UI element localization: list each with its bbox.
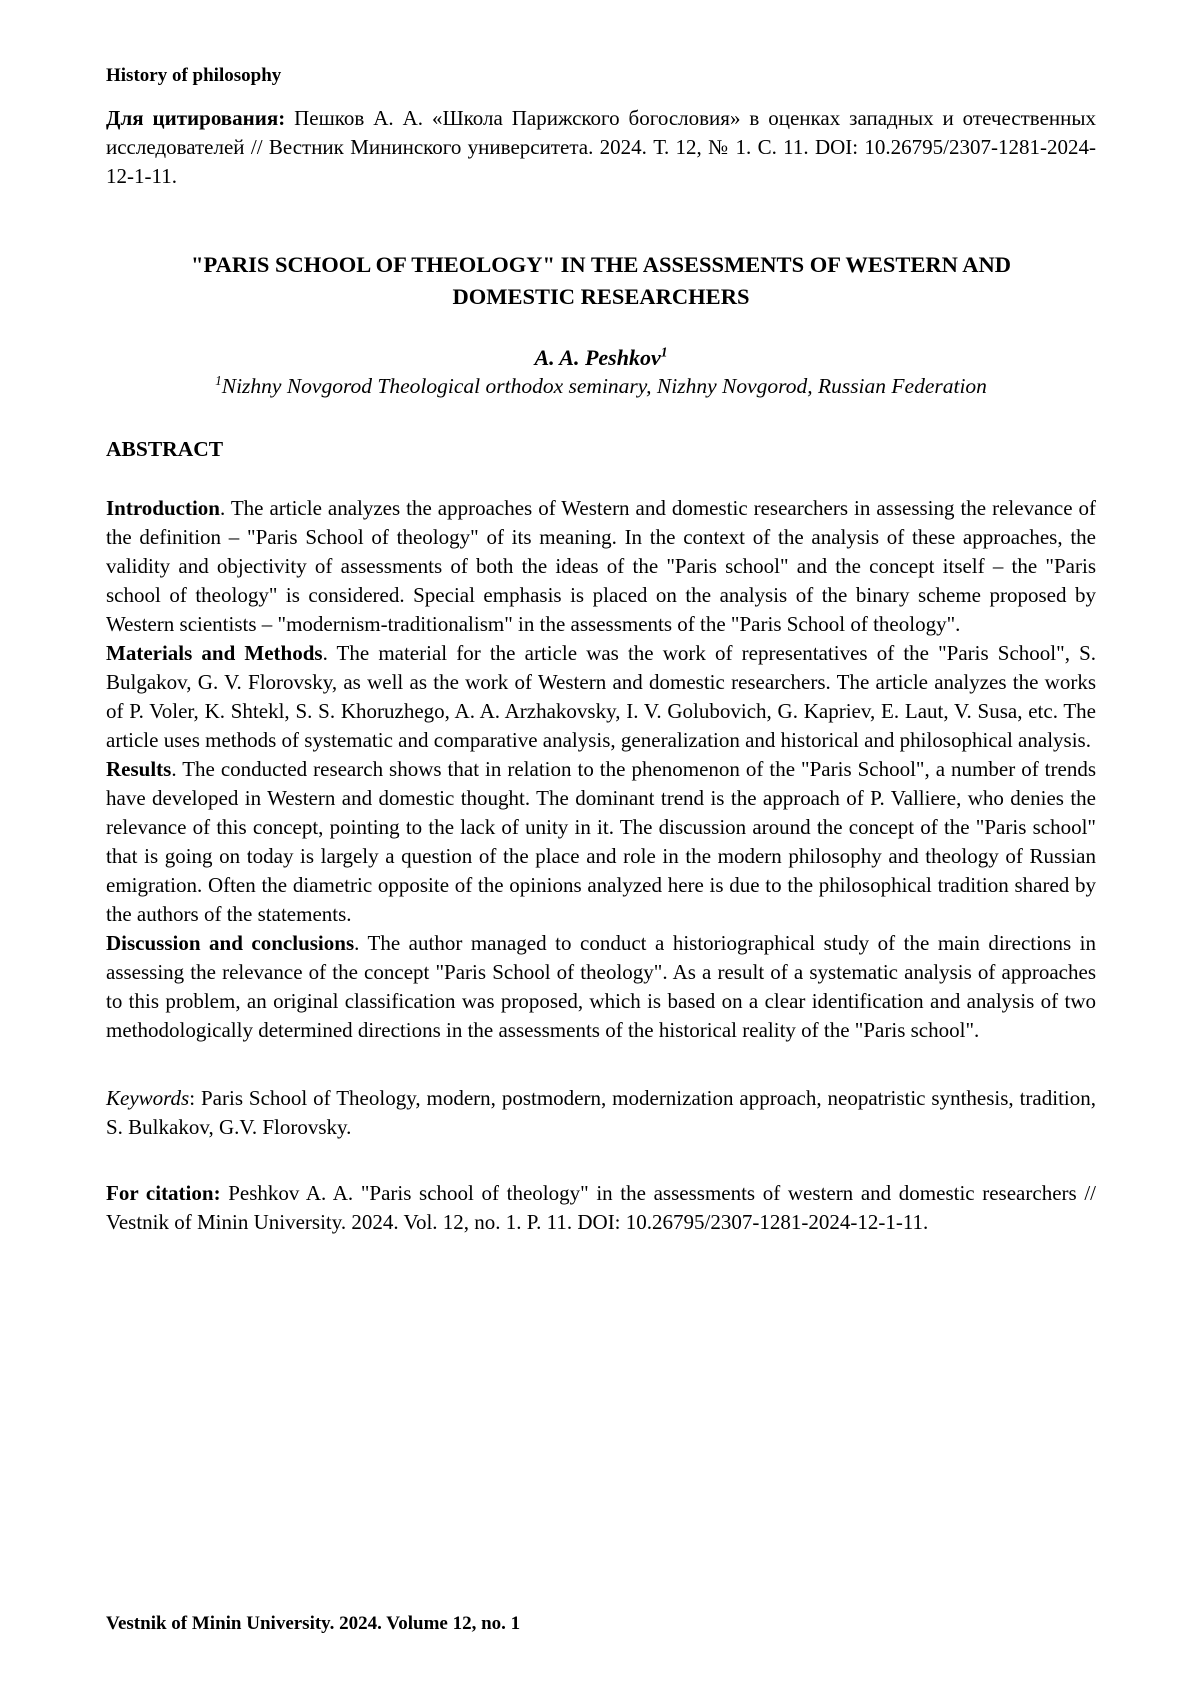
abstract-introduction-body: . The article analyzes the approaches of Western and domestic researchers in assessing the relevance of the definition – "Paris School of theology" of its meaning. In the context of the analysis of these approaches, the validity and objectivity of assessments of both the ideas of the "Paris school" and the concept itself – the "Paris school of theology" is considered. Special emphasis is placed on the analysis of the binary scheme proposed by Western scientists – "modernism-traditionalism" in the assessments of the "Paris School of theology".: [106, 496, 1096, 636]
abstract-results-body: . The conducted research shows that in relation to the phenomenon of the "Paris School", a number of trends have developed in Western and domestic thought. The dominant trend is the approach of P. Valliere, who denies the relevance of this concept, pointing to the lack of unity in it. The discussion around the concept of the "Paris school" that is going on today is largely a question of the place and role in the modern philosophy and theology of Russian emigration. Often the diametric opposite of the opinions analyzed here is due to the philosophical tradition shared by the authors of the statements.: [106, 757, 1096, 926]
abstract-results-lead: Results: [106, 757, 172, 781]
abstract-materials-body: . The material for the article was the work of representatives of the "Paris School", S. Bulgakov, G. V. Florovsky, as well as the work of Western and domestic researchers. The article analyzes the works of P. Voler, K. Shtekl, S. S. Khoruzhego, A. A. Arzhakovsky, I. V. Golubovich, G. Kapriev, E. Laut, V. Susa, etc. The article uses methods of systematic and comparative analysis, generalization and historical and philosophical analysis.: [106, 641, 1096, 752]
for-citation-body: Peshkov A. A. "Paris school of theology" in the assessments of western and domestic researchers // Vestnik of Minin University. 2024. Vol. 12, no. 1. P. 11. DOI: 10.26795/2307-1281-2024-12-1-11.: [106, 1181, 1096, 1234]
for-citation-lead: For citation:: [106, 1181, 221, 1205]
abstract-introduction-lead: Introduction: [106, 496, 220, 520]
for-citation-paragraph: [106, 1179, 1096, 1237]
keywords-body: : Paris School of Theology, modern, postmodern, modernization approach, neopatristic synthesis, tradition, S. Bulkakov, G.V. Florovsky.: [106, 1086, 1096, 1139]
citation-ru-paragraph: [106, 104, 1096, 191]
author-name: A. A. Peshkov: [534, 345, 661, 370]
abstract-discussion-paragraph: [106, 929, 1096, 1045]
affiliation-text: Nizhny Novgorod Theological orthodox seminary, Nizhny Novgorod, Russian Federation: [221, 374, 987, 398]
abstract-discussion-lead: Discussion and conclusions: [106, 931, 355, 955]
document-page: [106, 64, 1096, 1237]
abstract-materials-lead: Materials and Methods: [106, 641, 323, 665]
affiliation-superscript: 1: [215, 372, 222, 388]
keywords-paragraph: [106, 1084, 1096, 1142]
abstract-heading: ABSTRACT: [106, 437, 224, 461]
abstract-introduction-paragraph: [106, 494, 1096, 639]
affiliation-line: [106, 372, 1096, 401]
section-label: History of philosophy: [106, 65, 282, 86]
abstract-materials-paragraph: [106, 639, 1096, 755]
author-line: [106, 343, 1096, 372]
author-superscript: 1: [660, 344, 668, 360]
article-title: "PARIS SCHOOL OF THEOLOGY" IN THE ASSESSMENTS OF WESTERN AND DOMESTIC RESEARCHERS: [191, 252, 1011, 309]
abstract-discussion-body: . The author managed to conduct a historiographical study of the main directions in assessing the relevance of the concept "Paris School of theology". As a result of a systematic analysis of approaches to this problem, an original classification was proposed, which is based on a clear identification and analysis of two methodologically determined directions in the assessments of the historical reality of the "Paris school".: [106, 931, 1096, 1042]
keywords-lead: Keywords: [106, 1086, 190, 1110]
citation-ru-lead: Для цитирования:: [106, 106, 286, 130]
journal-footer: Vestnik of Minin University. 2024. Volume 12, no. 1: [106, 1613, 521, 1634]
abstract-body: [106, 494, 1096, 1045]
citation-ru-body: Пешков А. А. «Школа Парижского богословия» в оценках западных и отечественных исследователей // Вестник Мининского университета. 2024. Т. 12, № 1. С. 11. DOI: 10.26795/2307-1281-2024-12-1-11.: [106, 106, 1096, 188]
abstract-results-paragraph: [106, 755, 1096, 929]
